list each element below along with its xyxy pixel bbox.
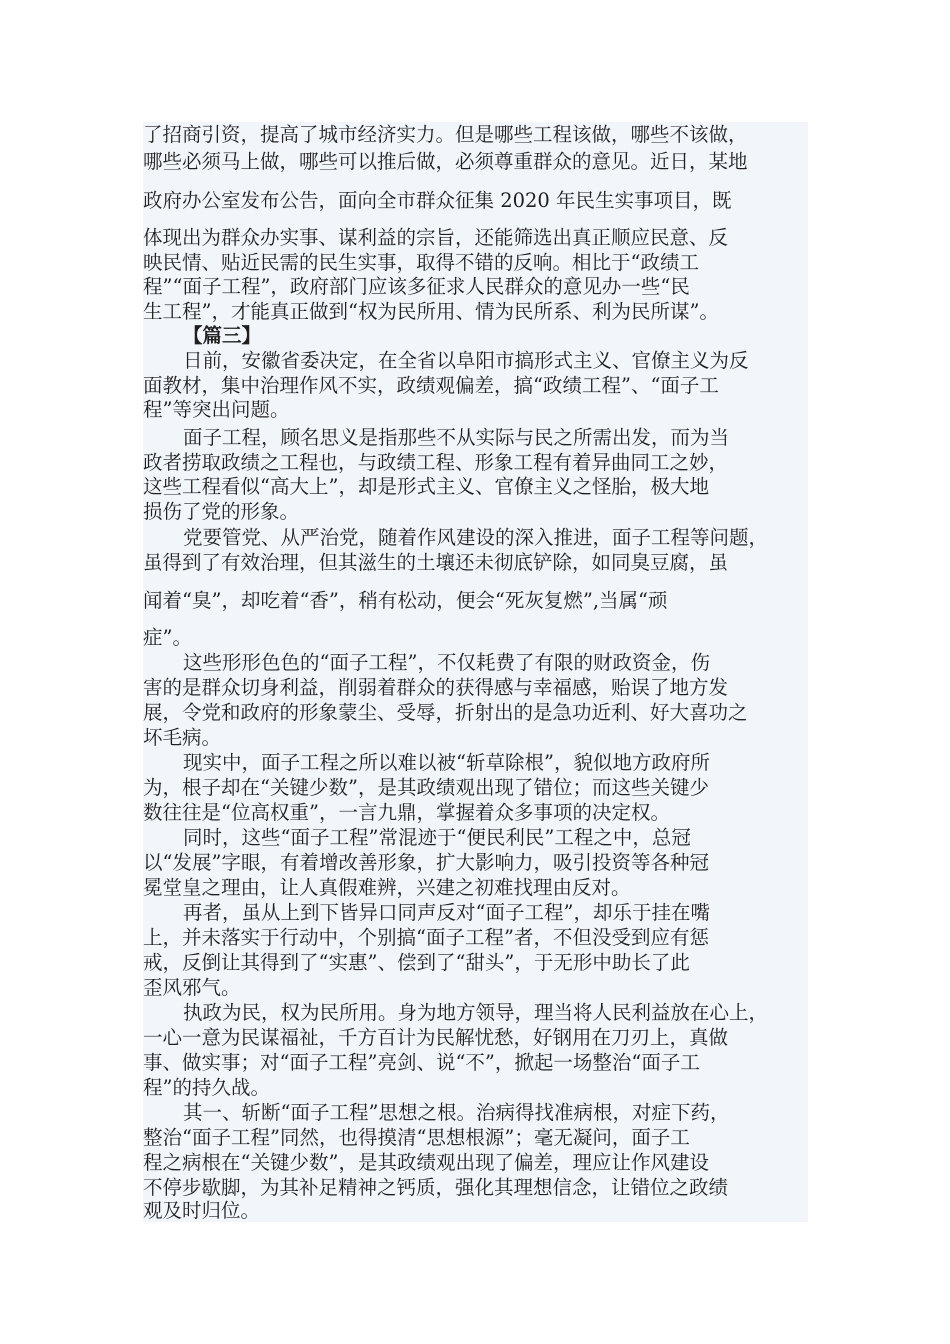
text-line: 症”。 [143,626,192,649]
text-line: 整治“面子工程”同然，也得摸清“思想根源”；毫无凝问，面子工 [143,1126,690,1149]
text-line: 程”的持久战。 [143,1076,270,1099]
text-line: 观及时归位。 [143,1199,261,1222]
text-line: 映民情、贴近民需的民生实事，取得不错的反响。相比于“政绩工 [143,251,699,274]
section-heading: 【篇三】 [183,324,262,347]
text-line: 为，根子却在“关键少数”，是其政绩观出现了错位；而这些关键少 [143,776,709,799]
text-line: 面子工程，顾名思义是指那些不从实际与民之所需出发，而为当 [183,426,730,449]
text-line: 同时，这些“面子工程”常混迹于“便民利民”工程之中，总冠 [183,826,691,849]
text-line: 党要管党、从严治党，随着作风建设的深入推进，面子工程等问题， [183,526,769,549]
text-line: 事、做实事；对“面子工程”亮剑、说“不”，掀起一场整治“面子工 [143,1051,700,1074]
text-line: 程”“面子工程”，政府部门应该多征求人民群众的意见办一些“民 [143,275,690,298]
text-line: 害的是群众切身利益，削弱着群众的获得感与幸福感，贻误了地方发 [143,676,729,699]
text-line: 以“发展”字眼，有着增改善形象，扩大影响力，吸引投资等各种冠 [143,851,709,874]
text-line: 政府办公室发布公告，面向全市群众征集 2020 年民生实事项目，既 [143,189,732,212]
text-line: 戒，反倒让其得到了“实惠”、偿到了“甜头”，于无形中助长了此 [143,951,690,974]
text-line: 损伤了党的形象。 [143,500,300,523]
text-line: 日前，安徽省委决定，在全省以阜阳市搞形式主义、官僚主义为反 [183,349,749,372]
text-line: 这些形形色色的“面子工程”，不仅耗费了有限的财政资金，伤 [183,651,710,674]
text-line: 体现出为群众办实事、谋利益的宗旨，还能筛选出真正顺应民意、反 [143,226,729,249]
text-line: 展，令党和政府的形象蒙尘、受辱，折射出的是急功近利、好大喜功之 [143,701,748,724]
text-line: 不停步歇脚，为其补足精神之钙质，强化其理想信念，让错位之政绩 [143,1176,729,1199]
text-line: 坏毛病。 [143,726,222,749]
text-line: 再者，虽从上到下皆异口同声反对“面子工程”，却乐于挂在嘴 [183,901,710,924]
text-line: 生工程”，才能真正做到“权为民所用、情为民所系、利为民所谋”。 [143,300,719,323]
article-text [143,122,808,1222]
text-line: 一心一意为民谋福祉，千方百计为民解忧愁，好钢用在刀刃上，真做 [143,1026,729,1049]
text-line: 这些工程看似“高大上”，却是形式主义、官僚主义之怪胎，极大地 [143,475,709,498]
text-line: 程之病根在“关键少数”，是其政绩观出现了偏差，理应让作风建设 [143,1151,709,1174]
text-line: 其一、斩断“面子工程”思想之根。治病得找准病根，对症下药， [183,1101,730,1124]
text-line: 现实中，面子工程之所以难以被“斩草除根”，貌似地方政府所 [183,751,710,774]
text-line: 哪些必须马上做，哪些可以推后做，必须尊重群众的意见。近日，某地 [143,150,748,173]
text-line: 程”等突出问题。 [143,398,290,421]
text-line: 数往往是“位高权重”，一言九鼎，掌握着众多事项的决定权。 [143,801,670,824]
text-line: 闻着“臭”，却吃着“香”，稍有松动，便会“死灰复燃”,当属“顽 [143,589,668,612]
text-line: 政者捞取政绩之工程也，与政绩工程、形象工程有着异曲同工之妙， [143,451,729,474]
text-line: 虽得到了有效治理，但其滋生的土壤还未彻底铲除，如同臭豆腐，虽 [143,551,729,574]
text-line: 歪风邪气。 [143,976,241,999]
text-line: 面教材，集中治理作风不实，政绩观偏差，搞“政绩工程”、“面子工 [143,374,719,397]
text-line: 上，并未落实于行动中，个别搞“面子工程”者，不但没受到应有惩 [143,926,709,949]
text-line: 冕堂皇之理由，让人真假难辨，兴建之初难找理由反对。 [143,876,631,899]
text-line: 了招商引资，提高了城市经济实力。但是哪些工程该做，哪些不该做， [143,123,748,146]
text-line: 执政为民，权为民所用。身为地方领导，理当将人民利益放在心上， [183,1001,769,1024]
